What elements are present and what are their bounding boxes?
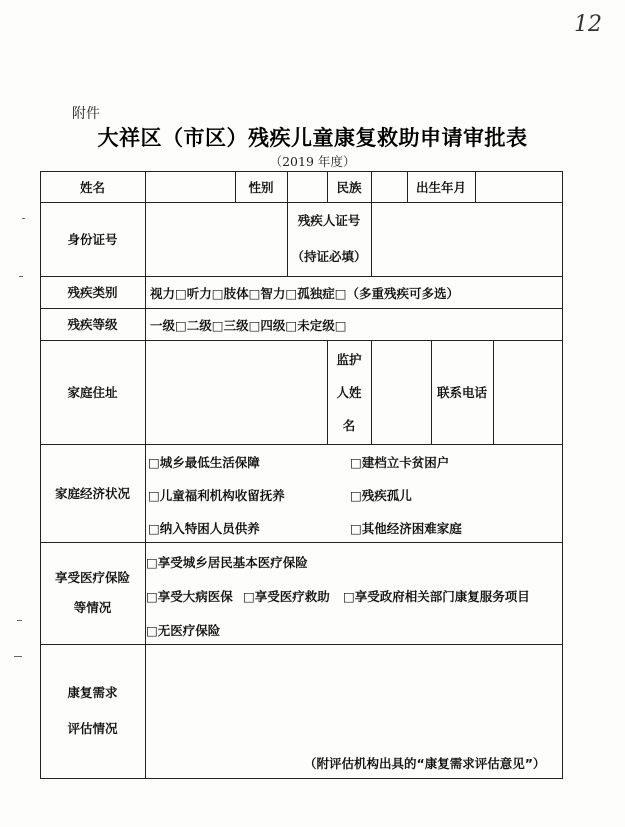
medical-option-medical-aid[interactable]: □享受医疗救助 bbox=[243, 589, 330, 604]
id-number-label: 身份证号 bbox=[67, 232, 118, 247]
disability-cert-field[interactable] bbox=[371, 202, 563, 276]
gender-label: 性别 bbox=[248, 179, 274, 195]
birth-date-field[interactable] bbox=[475, 171, 563, 202]
rehab-label-line2: 评估情况 bbox=[67, 721, 118, 736]
disability-level-options[interactable]: 一级□二级□三级□四级□未定级□ bbox=[150, 318, 347, 333]
gender-field[interactable] bbox=[287, 171, 327, 202]
disability-cert-label-line1: 残疾人证号 bbox=[297, 213, 361, 228]
economic-option-extreme-poverty[interactable]: □纳入特困人员供养 bbox=[148, 521, 260, 536]
rehab-assessment-label bbox=[40, 644, 145, 778]
economic-option-other-hardship[interactable]: □其他经济困难家庭 bbox=[350, 521, 462, 536]
home-address-label: 家庭住址 bbox=[67, 385, 118, 400]
name-field[interactable] bbox=[145, 171, 235, 202]
economic-option-disabled-orphan[interactable]: □残疾孤儿 bbox=[350, 488, 412, 503]
rehab-label-line1: 康复需求 bbox=[67, 685, 118, 700]
medical-label-line2: 等情况 bbox=[73, 600, 112, 615]
ethnicity-label: 民族 bbox=[336, 179, 362, 195]
scan-mark bbox=[19, 276, 23, 277]
form-year: （2019 年度） bbox=[269, 154, 356, 169]
medical-label-line1: 享受医疗保险 bbox=[54, 570, 130, 585]
medical-option-basic-insurance[interactable]: □享受城乡居民基本医疗保险 bbox=[146, 555, 308, 570]
page-number: 12 bbox=[574, 12, 602, 37]
ethnicity-field[interactable] bbox=[371, 171, 407, 202]
guardian-label-line2: 人姓 bbox=[336, 384, 362, 400]
medical-option-critical-illness[interactable]: □享受大病医保 bbox=[146, 589, 233, 604]
disability-type-label: 残疾类别 bbox=[67, 285, 118, 300]
medical-insurance-label bbox=[40, 542, 145, 644]
birth-date-label: 出生年月 bbox=[415, 179, 466, 195]
disability-type-options[interactable]: 视力□听力□肢体□智力□孤独症□（多重残疾可多选） bbox=[150, 286, 460, 301]
form-title: 大祥区（市区）残疾儿童康复救助申请审批表 bbox=[97, 125, 528, 150]
guardian-name-field[interactable] bbox=[371, 340, 431, 444]
scan-mark bbox=[22, 218, 25, 219]
economic-option-poverty-registered[interactable]: □建档立卡贫困户 bbox=[350, 455, 450, 470]
id-number-field[interactable] bbox=[145, 202, 287, 276]
economic-status-label: 家庭经济状况 bbox=[54, 486, 130, 501]
economic-option-min-living[interactable]: □城乡最低生活保障 bbox=[148, 455, 260, 470]
guardian-label-line1: 监护 bbox=[336, 351, 362, 367]
scan-mark bbox=[14, 656, 22, 657]
medical-option-none[interactable]: □无医疗保险 bbox=[146, 623, 221, 638]
disability-level-label: 残疾等级 bbox=[67, 317, 118, 332]
guardian-name-label bbox=[327, 340, 371, 444]
scan-mark bbox=[17, 620, 22, 621]
guardian-label-line3: 名 bbox=[342, 417, 356, 433]
disability-cert-label bbox=[287, 202, 371, 276]
name-label: 姓名 bbox=[79, 179, 105, 195]
disability-cert-label-line2: （持证必填） bbox=[291, 249, 367, 264]
attachment-label: 附件 bbox=[72, 106, 100, 122]
rehab-assessment-field[interactable] bbox=[145, 644, 563, 744]
rehab-assessment-note: （附评估机构出具的“康复需求评估意见”） bbox=[304, 756, 546, 771]
economic-option-welfare-institution[interactable]: □儿童福利机构收留抚养 bbox=[148, 488, 285, 503]
phone-field[interactable] bbox=[493, 340, 563, 444]
medical-option-government-rehab[interactable]: □享受政府相关部门康复服务项目 bbox=[343, 589, 530, 604]
home-address-field[interactable] bbox=[145, 340, 327, 444]
phone-label: 联系电话 bbox=[436, 385, 487, 400]
